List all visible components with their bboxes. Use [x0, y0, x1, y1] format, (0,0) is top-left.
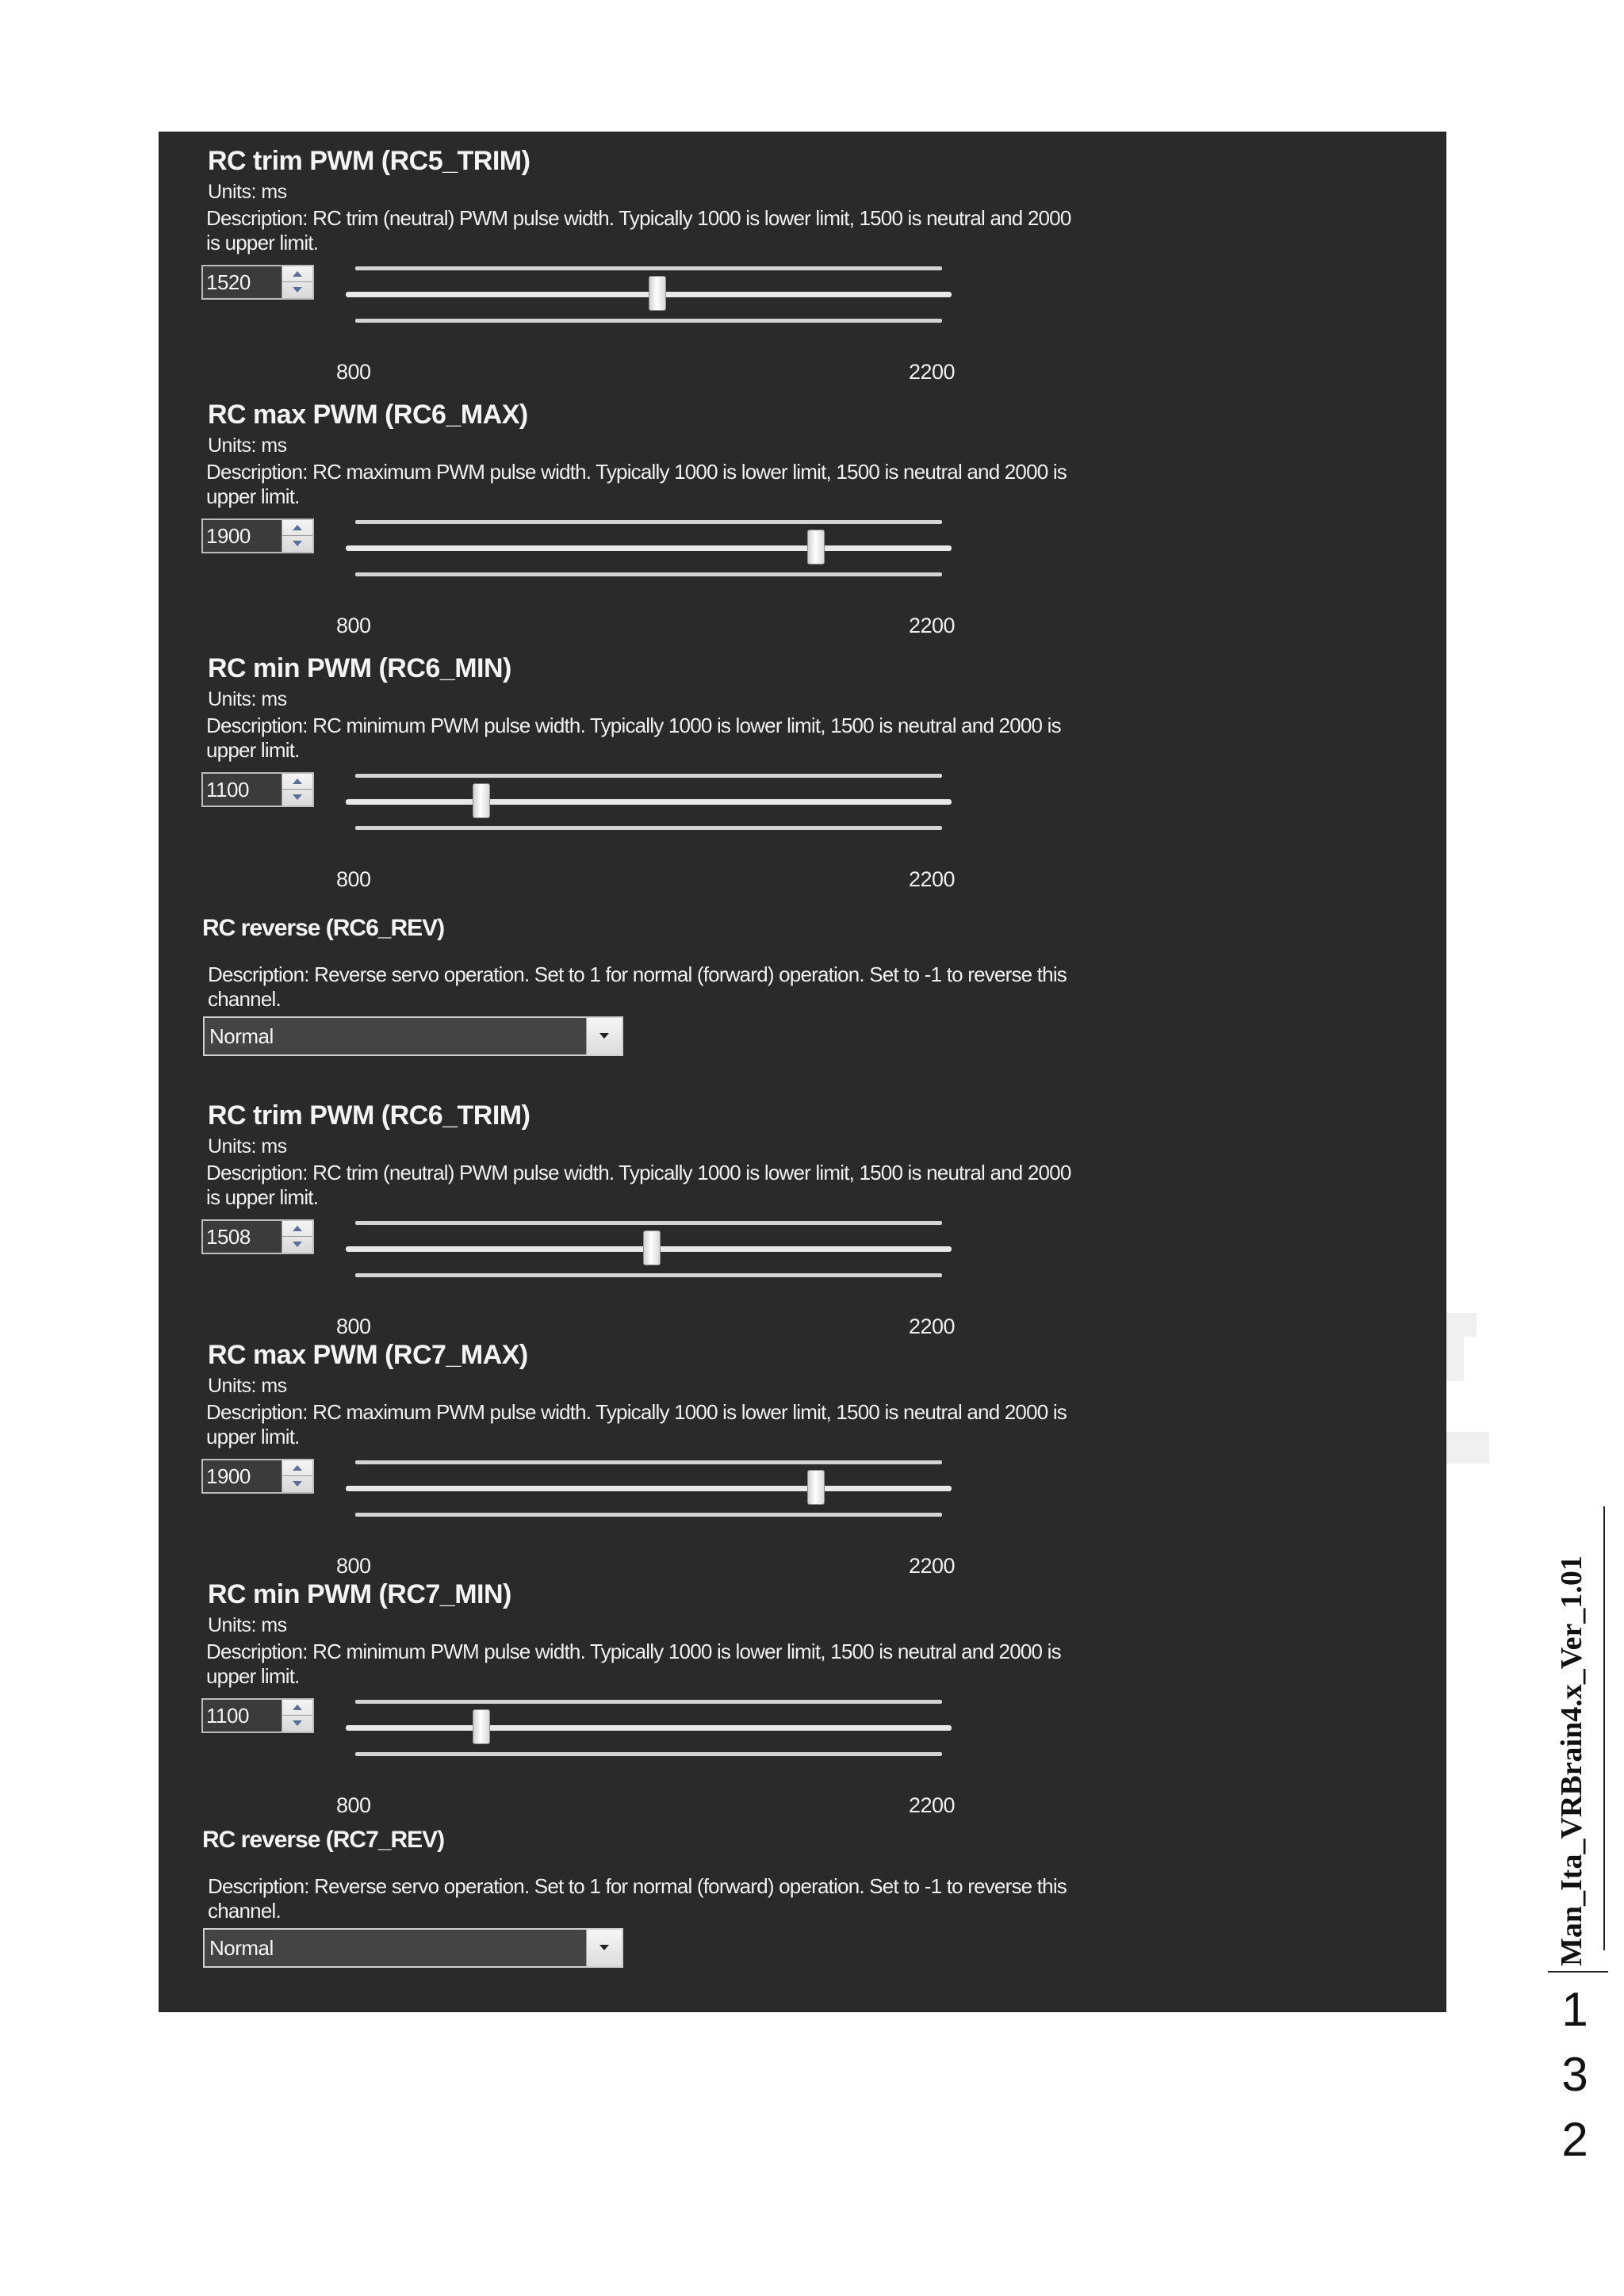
param-rc6-max: [159, 400, 1446, 637]
spinbox-value[interactable]: 1100: [206, 1704, 249, 1728]
spinbox-arrows[interactable]: [282, 266, 312, 298]
param-units: Units: ms: [208, 1375, 287, 1397]
value-spinbox[interactable]: [201, 772, 314, 807]
value-slider[interactable]: [346, 1221, 958, 1284]
slider-max-label: 2200: [909, 360, 956, 384]
spinbox-arrows[interactable]: [282, 774, 312, 806]
param-description: Description: Reverse servo operation. Set to 1 for normal (forward) operation. Set to -1 to reverse this channel.: [208, 1874, 1067, 1923]
slider-min-label: 800: [336, 1554, 371, 1578]
slider-tick-line: [355, 1752, 942, 1756]
slider-min-label: 800: [336, 1793, 371, 1817]
reverse-dropdown[interactable]: [203, 1016, 623, 1056]
slider-track[interactable]: [346, 545, 952, 551]
slider-min-label: 800: [336, 1314, 371, 1338]
slider-min-label: 800: [336, 614, 371, 637]
page-number-digit: 2: [1561, 2113, 1588, 2166]
value-slider[interactable]: [346, 266, 958, 330]
param-rc7-min: [159, 1579, 1446, 1817]
slider-tick-line: [355, 572, 942, 576]
param-units: Units: ms: [208, 181, 287, 203]
slider-min-label: 800: [336, 360, 371, 384]
param-description: Description: RC minimum PWM pulse width. Typically 1000 is lower limit, 1500 is neutral and 2000 is upper limit.: [206, 1640, 1061, 1688]
value-slider[interactable]: [346, 520, 958, 584]
slider-max-label: 2200: [909, 1554, 956, 1578]
slider-min-label: 800: [336, 867, 371, 891]
slider-tick-line: [355, 1273, 942, 1277]
page-number-digit: 3: [1561, 2048, 1588, 2101]
slider-thumb[interactable]: [643, 1230, 661, 1265]
value-slider[interactable]: [346, 774, 958, 837]
scan-artifact: [1446, 1337, 1464, 1381]
spin-down-arrow-icon[interactable]: [282, 282, 312, 298]
param-units: Units: ms: [208, 1135, 287, 1158]
param-rc6-trim: [159, 1100, 1446, 1338]
slider-tick-line: [355, 1460, 942, 1464]
slider-tick-line: [355, 319, 942, 323]
spin-up-arrow-icon[interactable]: [282, 774, 312, 790]
value-spinbox[interactable]: [201, 265, 314, 300]
slider-max-label: 2200: [909, 614, 956, 637]
param-title: RC reverse (RC7_REV): [202, 1827, 445, 1853]
param-description: Description: RC trim (neutral) PWM pulse width. Typically 1000 is lower limit, 1500 is neutral and 2000 is upper limit.: [206, 206, 1071, 254]
value-spinbox[interactable]: [201, 1219, 314, 1254]
spinbox-arrows[interactable]: [282, 520, 312, 552]
slider-max-label: 2200: [909, 1793, 956, 1817]
param-rc7-rev: [159, 1827, 1446, 1985]
slider-track[interactable]: [346, 799, 952, 805]
param-units: Units: ms: [208, 688, 287, 710]
document-label: Man_Ita_VRBrain4.x_Ver_1.01: [1555, 1556, 1588, 1966]
spin-up-arrow-icon[interactable]: [282, 1700, 312, 1716]
value-spinbox[interactable]: [201, 519, 314, 553]
dropdown-value[interactable]: Normal: [209, 1936, 274, 1960]
slider-track[interactable]: [346, 1725, 952, 1731]
slider-max-label: 2200: [909, 1314, 956, 1338]
value-slider[interactable]: [346, 1700, 958, 1763]
spinbox-value[interactable]: 1900: [206, 524, 251, 548]
param-description: Description: RC maximum PWM pulse width. Typically 1000 is lower limit, 1500 is neutral and 2000 is upper limit.: [206, 1400, 1067, 1448]
spinbox-arrows[interactable]: [282, 1700, 312, 1732]
slider-tick-line: [355, 1221, 942, 1225]
slider-thumb[interactable]: [473, 783, 490, 818]
param-title: RC trim PWM (RC6_TRIM): [208, 1100, 530, 1131]
spin-down-arrow-icon[interactable]: [282, 1716, 312, 1732]
slider-tick-line: [355, 1513, 942, 1517]
chevron-down-icon[interactable]: [586, 1930, 622, 1966]
spin-up-arrow-icon[interactable]: [282, 1460, 312, 1476]
scan-artifact: [1446, 1432, 1489, 1464]
param-title: RC max PWM (RC6_MAX): [208, 400, 528, 430]
spin-up-arrow-icon[interactable]: [282, 266, 312, 282]
slider-tick-line: [355, 266, 942, 270]
spin-up-arrow-icon[interactable]: [282, 520, 312, 536]
footer-rule-vertical: [1603, 1506, 1605, 1950]
value-spinbox[interactable]: [201, 1459, 314, 1494]
dropdown-value[interactable]: Normal: [209, 1024, 274, 1048]
footer-rule-horizontal: [1548, 1971, 1608, 1973]
param-description: Description: RC maximum PWM pulse width. Typically 1000 is lower limit, 1500 is neutral and 2000 is upper limit.: [206, 460, 1067, 508]
param-rc7-max: [159, 1340, 1446, 1578]
spinbox-arrows[interactable]: [282, 1221, 312, 1253]
slider-thumb[interactable]: [473, 1709, 490, 1744]
param-title: RC reverse (RC6_REV): [202, 915, 445, 941]
param-description: Description: RC trim (neutral) PWM pulse width. Typically 1000 is lower limit, 1500 is neutral and 2000 is upper limit.: [206, 1161, 1071, 1209]
spin-down-arrow-icon[interactable]: [282, 1237, 312, 1253]
parameter-list-panel: [159, 132, 1446, 2012]
slider-max-label: 2200: [909, 867, 956, 891]
param-title: RC min PWM (RC6_MIN): [208, 653, 511, 683]
reverse-dropdown[interactable]: [203, 1928, 623, 1968]
slider-track[interactable]: [346, 1486, 952, 1491]
slider-tick-line: [355, 826, 942, 830]
slider-tick-line: [355, 774, 942, 778]
page-number-digit: 1: [1561, 1983, 1588, 2036]
spin-down-arrow-icon[interactable]: [282, 1476, 312, 1492]
chevron-down-icon[interactable]: [586, 1018, 622, 1054]
param-description: Description: Reverse servo operation. Set to 1 for normal (forward) operation. Set to -1 to reverse this channel.: [208, 962, 1067, 1011]
slider-tick-line: [355, 520, 942, 524]
spin-down-arrow-icon[interactable]: [282, 536, 312, 552]
spinbox-value[interactable]: 1100: [206, 778, 249, 802]
spin-down-arrow-icon[interactable]: [282, 790, 312, 806]
slider-thumb[interactable]: [649, 276, 666, 311]
param-rc5-trim: [159, 146, 1446, 384]
scan-artifact: [1446, 1313, 1477, 1337]
value-spinbox[interactable]: [201, 1698, 314, 1733]
slider-thumb[interactable]: [807, 530, 825, 564]
slider-tick-line: [355, 1700, 942, 1704]
slider-thumb[interactable]: [807, 1470, 825, 1505]
param-units: Units: ms: [208, 434, 287, 457]
spinbox-value[interactable]: 1508: [206, 1225, 251, 1249]
param-rc6-rev: [159, 915, 1446, 1058]
param-title: RC trim PWM (RC5_TRIM): [208, 146, 530, 176]
param-title: RC max PWM (RC7_MAX): [208, 1340, 528, 1370]
param-rc6-min: [159, 653, 1446, 891]
spinbox-arrows[interactable]: [282, 1460, 312, 1492]
param-title: RC min PWM (RC7_MIN): [208, 1579, 511, 1609]
value-slider[interactable]: [346, 1460, 958, 1524]
param-description: Description: RC minimum PWM pulse width. Typically 1000 is lower limit, 1500 is neutral and 2000 is upper limit.: [206, 714, 1061, 762]
spinbox-value[interactable]: 1900: [206, 1464, 251, 1488]
spin-up-arrow-icon[interactable]: [282, 1221, 312, 1237]
spinbox-value[interactable]: 1520: [206, 270, 251, 294]
param-units: Units: ms: [208, 1614, 287, 1636]
